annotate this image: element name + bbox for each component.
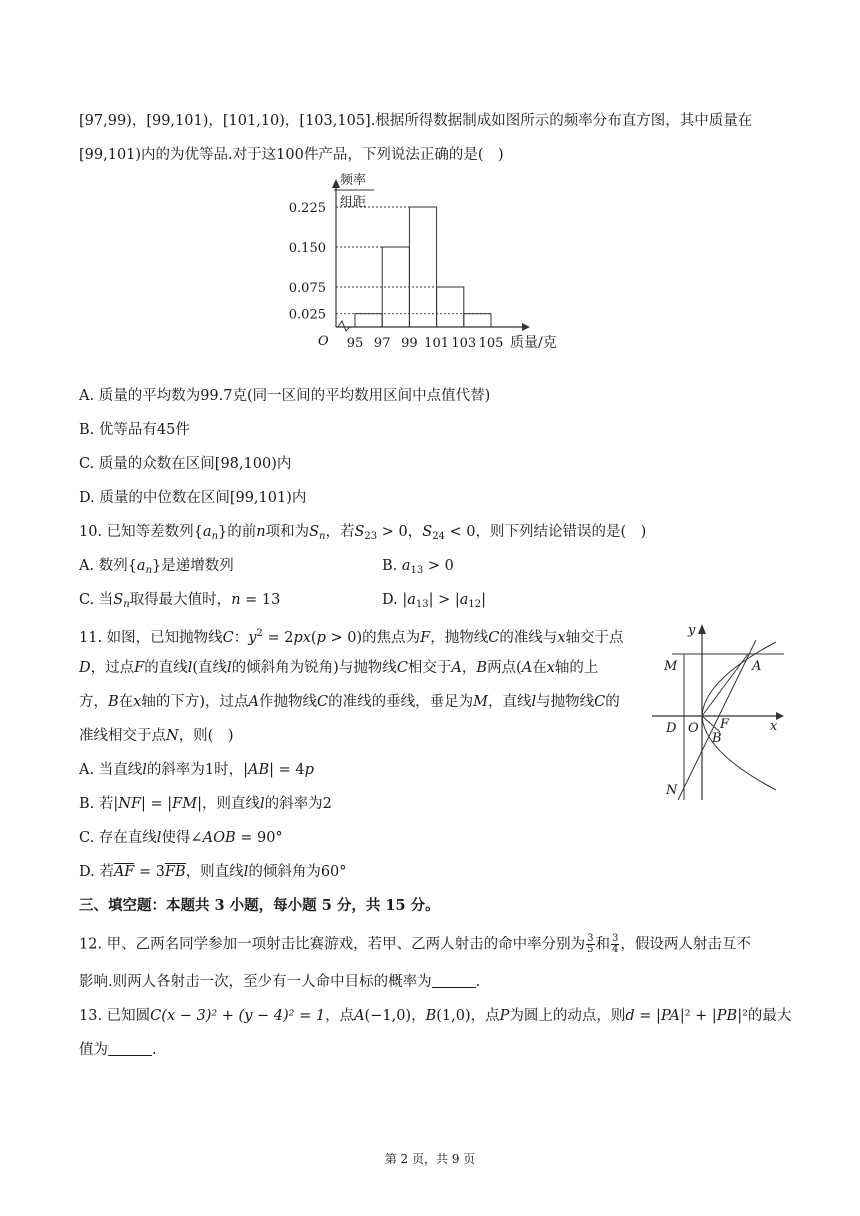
q10-option-d: D. $|a_{13}| > |a_{12}|$ [382, 592, 487, 610]
q11-option-d: D. 若AF = 3FB，则直线l的倾斜角为60° [79, 864, 347, 880]
x-tick-label: 97 [373, 336, 391, 351]
q10-stem: 10. 已知等差数列$\{a_n\}$的前n项和为$S_n$，若$S_{23} > 0$，$S_{24} < 0$，则下列结论错误的是( ) [79, 524, 647, 542]
y-axis-arrow [698, 624, 706, 634]
y-label-numerator: 频率 [340, 173, 367, 188]
histogram-bar [409, 207, 436, 327]
q9-option-c: C. 质量的众数在区间[98,100)内 [79, 456, 292, 472]
section-heading: 三、填空题：本题共 3 小题，每小题 5 分，共 15 分。 [79, 897, 440, 914]
q9-line2: [99,101)内的为优等品.对于这100件产品，下列说法正确的是( ) [79, 147, 504, 163]
y-axis-arrow [332, 179, 340, 188]
label-f: F [720, 717, 730, 732]
q9-option-b: B. 优等品有45件 [79, 422, 190, 438]
q12-line2: 影响.则两人各射击一次，至少有一人命中目标的概率为 . [79, 974, 481, 990]
label-o: O [688, 721, 699, 736]
x-axis-label: 质量/克 [510, 335, 557, 351]
origin-label: O [318, 334, 329, 349]
q11-option-a: A. 当直线l的斜率为1时，|AB| = 4p [79, 762, 314, 778]
page-footer: 第 2 页，共 9 页 [384, 1152, 476, 1166]
q9-line1: [97,99)，[99,101)，[101,10)，[103,105].根据所得数据制成如图所示的频率分布直方图，其中质量在 [79, 113, 753, 129]
histogram-bar [355, 314, 382, 327]
q13-line1: 13. 已知圆C(x − 3)² + (y − 4)² = 1，点A(−1,0)，B(1,0)，点P为圆上的动点，则d = |PA|² + |PB|²的最大 [79, 1008, 792, 1024]
label-m: M [664, 659, 678, 674]
q10-option-c: C. 当$S_n$取得最大值时，n = 13 [79, 592, 281, 610]
y-tick-label: 0.075 [288, 281, 326, 296]
line-l [678, 640, 756, 800]
x-tick-label: 103 [451, 336, 477, 351]
label-d: D [666, 721, 677, 736]
q10-option-a: A. 数列$\{a_n\}$是递增数列 [79, 558, 234, 576]
y-tick-label: 0.225 [288, 201, 326, 216]
line-oa [702, 654, 748, 716]
x-tick-label: 95 [346, 336, 364, 351]
label-a: A [752, 659, 762, 674]
y-tick-label: 0.025 [288, 307, 326, 323]
q13-line2: 值为 . [79, 1042, 157, 1058]
y-label-denominator: 组距 [340, 195, 367, 210]
histogram-bar [464, 314, 491, 327]
q11-line1: 11. 如图，已知抛物线C：$y^2 = 2px(p > 0)$的焦点为F，抛物线C的准线与x轴交于点 [79, 628, 624, 646]
q11-option-c: C. 存在直线l使得∠AOB = 90° [79, 830, 283, 846]
q10-option-b: B. $a_{13} > 0$ [382, 558, 454, 576]
x-tick-label: 101 [424, 336, 450, 351]
x-tick-label: 99 [401, 336, 418, 351]
q12-line1: 12. 甲、乙两名同学参加一项射击比赛游戏，若甲、乙两人射击的命中率分别为 $\frac{3}{5}$ 和 $\frac{3}{4}$ ，假设两人射击互不 [79, 933, 751, 955]
histogram-bar [437, 287, 464, 327]
answer-blank[interactable] [432, 973, 476, 988]
y-tick-label: 0.150 [288, 241, 326, 256]
x-tick-label: 105 [478, 336, 504, 351]
q11-line3: 方，B在x轴的下方)，过点A作抛物线C的准线的垂线，垂足为M，直线l与抛物线C的 [79, 694, 620, 710]
histogram-bar [382, 247, 409, 327]
q11-line4: 准线相交于点N，则( ) [79, 728, 234, 744]
x-axis-arrow [522, 323, 530, 331]
label-y: y [688, 623, 696, 638]
label-b: B [712, 731, 722, 746]
q11-line2: D，过点F的直线l(直线l的倾斜角为锐角)与抛物线C相交于A，B两点(A在x轴的上 [79, 660, 599, 676]
answer-blank[interactable] [108, 1041, 152, 1056]
axis-break [338, 321, 350, 331]
label-n: N [666, 783, 678, 798]
parabola-figure [648, 620, 788, 800]
q9-option-d: D. 质量的中位数在区间[99,101)内 [79, 490, 307, 506]
label-x: x [770, 719, 778, 734]
q9-option-a: A. 质量的平均数为99.7克(同一区间的平均数用区间中点值代替) [79, 388, 491, 404]
q11-option-b: B. 若|NF| = |FM|，则直线l的斜率为2 [79, 796, 332, 812]
